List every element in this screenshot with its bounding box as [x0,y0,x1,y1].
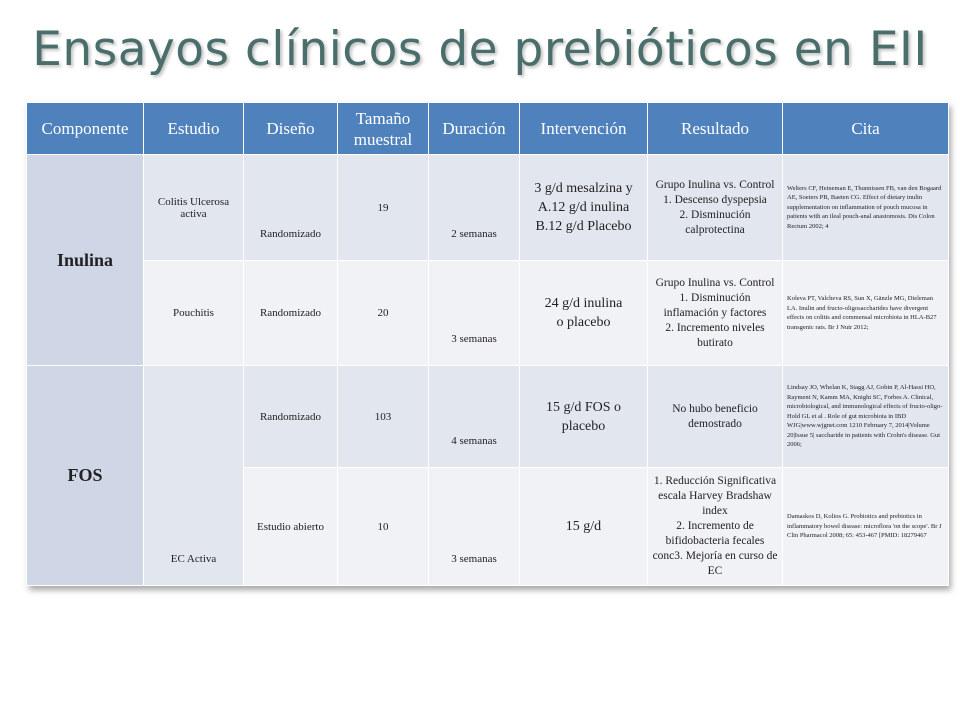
componente-cell: FOS [27,366,144,586]
resultado-line: 2. Incremento niveles butirato [665,321,765,349]
header-cita: Cita [783,103,949,155]
intervencion-cell [520,366,648,468]
duracion-cell: 3 semanas [429,468,520,586]
cita-cell: Koleva PT, Valcheva RS, Sun X, Gänzle MG, Dieleman LA. Inulin and fructo-oligosaccharides have divergent effects on colitis and commensal microbiota in HLA-B27 transgenic rats. Br J Nutr 2012; [783,261,949,366]
intervencion-line: B.12 g/d Placebo [535,219,632,234]
resultado-line: 1. Descenso dyspepsia [663,193,767,206]
tamano-cell: 10 [338,468,429,586]
intervencion-cell [520,261,648,366]
resultado-cell [648,366,783,468]
header-duracion: Duración [429,103,520,155]
trials-table-wrapper [26,102,948,586]
intervencion-line: A.12 g/d inulina [537,200,630,215]
trials-table [26,102,949,586]
resultado-line: Grupo Inulina vs. Control [655,276,775,289]
header-resultado: Resultado [648,103,783,155]
intervencion-line: 3 g/d mesalzina y [534,181,633,196]
resultado-cell [648,261,783,366]
diseno-cell: Estudio abierto [244,468,338,586]
tamano-cell: 20 [338,261,429,366]
resultado-line: No hubo beneficio [672,402,758,415]
table-row [27,366,949,468]
resultado-cell [648,155,783,261]
tamano-cell: 19 [338,155,429,261]
header-tamano-muestral: Tamaño muestral [338,103,429,155]
resultado-line: 2. Incremento de bifidobacteria fecales conc3. Mejoría en curso de EC [652,520,778,577]
intervencion-line: 15 g/d FOS o [545,399,622,415]
resultado-line: 1. Reducción Significativa escala Harvey Bradshaw index [653,475,777,517]
diseno-cell: Randomizado [244,366,338,468]
table-row [27,155,949,261]
resultado-line: demostrado [688,417,742,430]
duracion-cell: 3 semanas [429,261,520,366]
intervencion-line: placebo [561,418,606,434]
header-componente: Componente [27,103,144,155]
intervencion-cell [520,468,648,586]
header-estudio: Estudio [144,103,244,155]
diseno-cell: Randomizado [244,155,338,261]
resultado-line: Grupo Inulina vs. Control [655,178,775,191]
cita-cell: Welters CF, Heineman E, Thunnissen FB, van den Bogaard AE, Soeters PB, Baeten CG. Effect of dietary inulin supplementation on inflammation of pouch mucosa in patients with an ileal pouch-anal anastomosis. Dis Colon Rectum 2002; 4 [783,155,949,261]
table-header-row [27,103,949,155]
cita-cell: Damaskos D, Kolios G. Probiotics and prebiotics in inflammatory bowel disease: microflora 'on the scope'. Br J Clin Pharmacol 2008; 65: 453-467 [PMID: 18279467 [783,468,949,586]
duracion-cell: 4 semanas [429,366,520,468]
estudio-cell: EC Activa [144,366,244,586]
intervencion-line: 15 g/d [565,519,602,534]
tamano-cell: 103 [338,366,429,468]
resultado-line: 2. Disminución calprotectina [679,208,751,236]
intervencion-line: 24 g/d inulina [544,296,623,311]
intervencion-cell [520,155,648,261]
resultado-cell [648,468,783,586]
resultado-line: 1. Disminución inflamación y factores [663,291,767,319]
estudio-cell: Pouchitis [144,261,244,366]
diseno-cell: Randomizado [244,261,338,366]
intervencion-line: o placebo [556,315,611,330]
table-row [27,261,949,366]
componente-cell: Inulina [27,155,144,366]
slide-title: Ensayos clínicos de prebióticos en EII [32,22,928,77]
duracion-cell: 2 semanas [429,155,520,261]
estudio-cell: Colitis Ulcerosa activa [144,155,244,261]
header-intervencion: Intervención [520,103,648,155]
cita-cell: Lindsay JO, Whelan K, Stagg AJ, Gobin P, Al-Hassi HO, Rayment N, Kamm MA, Knight SC, Forbes A. Clinical, microbiological, and immunological effects of fructo-oligo- Hold GL et al . Role of gut microbiota in IBD WJG|www.wjgnet.com 1210 February 7, 2014|Volume 20|Issue 5| saccharide in patients with Crohn's disease. Gut 2006; [783,366,949,468]
header-diseno: Diseño [244,103,338,155]
